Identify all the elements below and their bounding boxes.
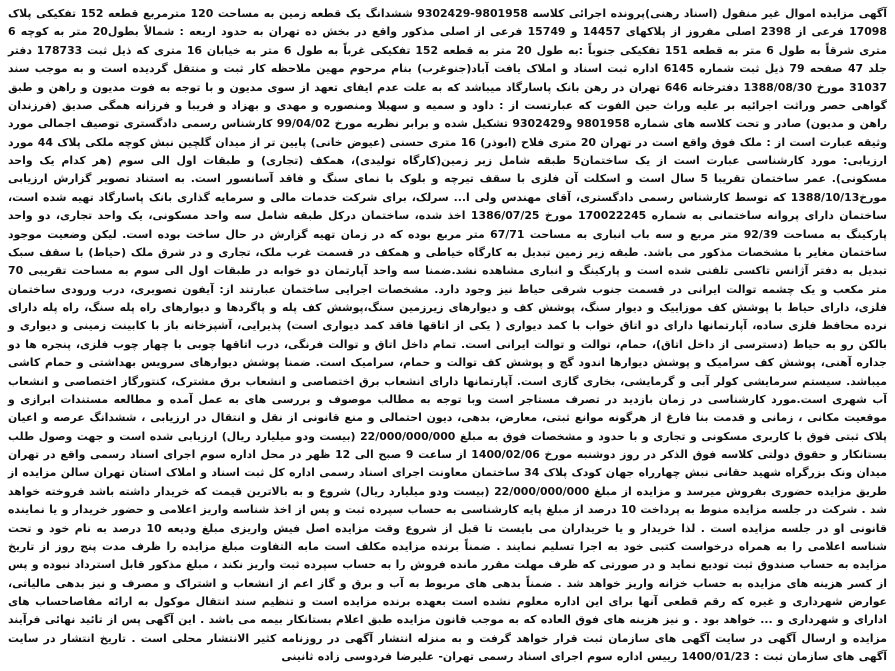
- auction-notice-text: آگهی مزایده اموال غیر منقول (اسناد رهنی)پرونده اجرائی کلاسه 9801958-9302429 ششدانگ یک قطعه زمین به مساحت 120 مترمربع قطعه 152 تفکیکی پلاک 17098 فرعی از 2398 اصلی مفروز از پلاکهای 14457 و 15749 فرعی از اصلی مذکور واقع در بخش ده تهران به حدود اربعه : شمالاً بطول20 متر به کوچه 6 متری شرقاً به طول 6 متر به قطعه 151 تفکیکی جنوباً :به طول 20 متر به قطعه 152 تفکیکی غرباً به طول 6 متر به خیابان 16 متری که ذیل ثبت 178733 دفتر جلد 47 صفحه 79 ذیل ثبت شماره 6145 اداره ثبت اسناد و املاک یافت آباد(جنوغرب) بنام مرحوم مهین ملاحظه کار ثبت و منتقل گردیده است و به موجب سند 31037 مورخ 1388/08/30 دفترخانه 646 تهران در رهن بانک پاسارگاد میباشد که به علت عدم ایفای تعهد از سوی مدیون و با توجه به فوت مدیون و راهن و طبق گواهی حصر وراثت اجرائیه بر علیه وراث حین الفوت که عبارتست از : داود و سمیه و سهیلا ومنصوره و مهدی و بهزاد و فریبا و فرزانه همگی صدیق (فرزندان راهن و مدیون) صادر و تحت کلاسه های شماره 9801958 و9302429 تشکیل شده و برابر نظریه مورخ 99/04/02 کارشناس رسمی دادگستری توصیف اجمالی مورد وثیقه عبارت است از : ملک فوق واقع است در تهران 20 متری فلاح (ابوذر) 16 متری حسنی (عیوض خانی) پایین تر از میدان گلچین نبش کوچه ملکی پلاک 44 مورد ارزیابی: مورد کارشناسی عبارت است از یک ساختمان5 طبقه شامل زیر زمین(کارگاه تولیدی)، همکف (تجاری) و طبقات اول الی سوم (هر کدام یک واحد مسکونی). عمر ساختمان تقریبا 5 سال است و اسکلت آن فلزی با سقف تیرچه و بلوک با نمای سنگ و فاقد آسانسور است. به استناد تصویر گزارش ارزیابی مورخ1388/10/13 که توسط کارشناس رسمی دادگستری، آقای مهندس ولی ا... سرلک، برای شرکت خدمات مالی و سرمایه گذاری بانک پاسارگاد تهیه شده است، ساختمان دارای پروانه ساختمانی به شماره 170022245 مورخ 1386/07/25 اخذ شده، ساختمان درکل طبقه شامل سه واحد مسکونی، یک واحد تجاری، دو واحد پارکینگ به مساحت 92/39 متر مربع و سه باب انباری به مساحت 67/71 متر مربع بوده که در زمان تهیه گزارش در حال ساخت بوده است. لیکن وضعیت موجود ساختمان مغایر با مشخصات مذکور می باشد. طبقه زیر زمین تبدیل به کارگاه خیاطی و همکف در قسمت غرب ملک، تجاری و در شرق ملک (حیاط) با سقف سبک تبدیل به دفتر آژانس تاکسی تلفنی شده است و پارکینگ و انباری مشاهده نشد.ضمنا سه واحد آپارتمان دو خوابه در طبقات اول الی سوم به مساحت تقریبی 70 متر مکعب و یک چشمه توالت ایرانی در قسمت جنوب شرقی حیاط نیز وجود دارد. مشخصات اجرایی ساختمان عبارتند از: آیفون تصویری، درب ورودی ساختمان فلزی، دارای حیاط با پوشش کف موزاییک و دیوار سنگ، پوشش کف و دیوارهای زیرزمین سنگ،پوشش کف پله و پاگردها و دیوارهای راه پله سنگ، راه پله دارای نرده محافظ فلزی ساده، آپارتمانها دارای دو اتاق خواب با کمد دیواری ( یکی از اتاقها فاقد کمد دیواری است) پذیرایی، آشپزخانه باز با کابینت زمینی و دیواری و بالکن رو به حیاط (دسترسی از داخل اتاق)، حمام، توالت و توالت ایرانی است. تمام داخل اتاق و توالت فرنگی، درب اتاقها چوبی با چهار چوب فلزی، پنجره ها دو جداره آهنی، پوشش کف سرامیک و پوشش دیوارها اندود گچ و پوشش کف توالت و حمام، سرامیک است. ضمنا پوشش دیوارهای سرویس بهداشتی و حمام کاشی میباشد. سیستم سرمایشی کولر آبی و گرمایشی، بخاری گازی است. آپارتمانها دارای انشعاب برق اختصاصی و انشعاب برق مشترک، کنتورگاز اختصاصی و انشعاب آب شهری است.مورد کارشناسی در زمان بازدید در تصرف مستاجر است وبا توجه به مطالب موصوف و بررسی های به عمل آمده و مطالعه مستندات ابرازی و موقعیت مکانی ، زمانی و قدمت بنا فارغ از هرگونه موانع ثبتی، معارض، بدهی، دیون احتمالی و منع قانونی از نقل و انتقال در ارزیابی ، ششدانگ عرصه و اعیان پلاک ثبتی فوق با کاربری مسکونی و تجاری و با حدود و مشخصات فوق به مبلغ 22/000/000/000 (بیست ودو میلیارد ریال) ارزیابی شده است و جهت وصول طلب بستانکار و حقوق دولتی کلاسه فوق الذکر در روز دوشنبه مورخ 1400/02/06 از ساعت 9 صبح الی 12 ظهر در محل اداره سوم اجرای اسناد رسمی واقع در تهران میدان ونک بزرگراه شهید حقانی نبش چهارراه جهان کودک پلاک 34 ساختمان معاونت اجرای اسناد رسمی اداره کل ثبت اسناد و املاک استان تهران سالن مزایده از طریق مزایده حضوری بفروش میرسد و مزایده از مبلغ 22/000/000/000 (بیست ودو میلیارد ریال) شروع و به بالاترین قیمت که خریدار داشته باشد فروخته خواهد شد . شرکت در جلسه مزایده منوط به پرداخت 10 درصد از مبلغ پایه کارشناسی به حساب سپرده ثبت و پس از اخذ شناسه واریز اعلامی و حضور خریدار و یا نماینده قانونی او در جلسه مزایده است . لذا خریدار و یا خریداران می بایست تا قبل از شروع وقت مزایده اصل فیش واریزی مبلغ ودیعه 10 درصد به نام خود و تحت شناسه اعلامی را به همراه درخواست کتبی خود به اجرا تسلیم نمایند . ضمناً برنده مزایده مکلف است مابه التفاوت مبلغ مزایده را ظرف مدت پنج روز از تاریخ مزایده به حساب صندوق ثبت تودیع نماید و در صورتی که ظرف مهلت مقرر مانده فروش را به حساب سپرده ثبت واریز نکند ، مبلغ مذکور قابل استرداد نبوده و پس از کسر هزینه های مزایده به حساب خزانه واریز خواهد شد . ضمناً بدهی های مربوط به آب و برق و گاز اعم از انشعاب و اشتراک و مصرف و نیز بدهی مالیاتی، عوارض شهرداری و غیره که رقم قطعی آنها برای این اداره معلوم نشده است بعهده برنده مزایده است و تنظیم سند انتقال موکول به ارائه مفاصاحساب های ادارای و شهرداری و ... خواهد بود . و نیز هزینه های فوق العاده که به موجب قانون مزایده طبق اعلام بستانکار بیمه می باشد . این آگهی پس از تائید نهائی فرآیند مزایده و ارسال آگهی در سایت آگهی های سازمان ثبت قرار خواهد گرفت و به منزله انتشار آگهی در روزنامه کثیر الانتشار محلی است . تاریخ انتشار در سایت آگهی های سازمان ثبت : 1400/01/23 رییس اداره سوم اجرای اسناد رسمی تهران- علیرضا فردوسی زاده ثانینی: [8, 7, 888, 664]
